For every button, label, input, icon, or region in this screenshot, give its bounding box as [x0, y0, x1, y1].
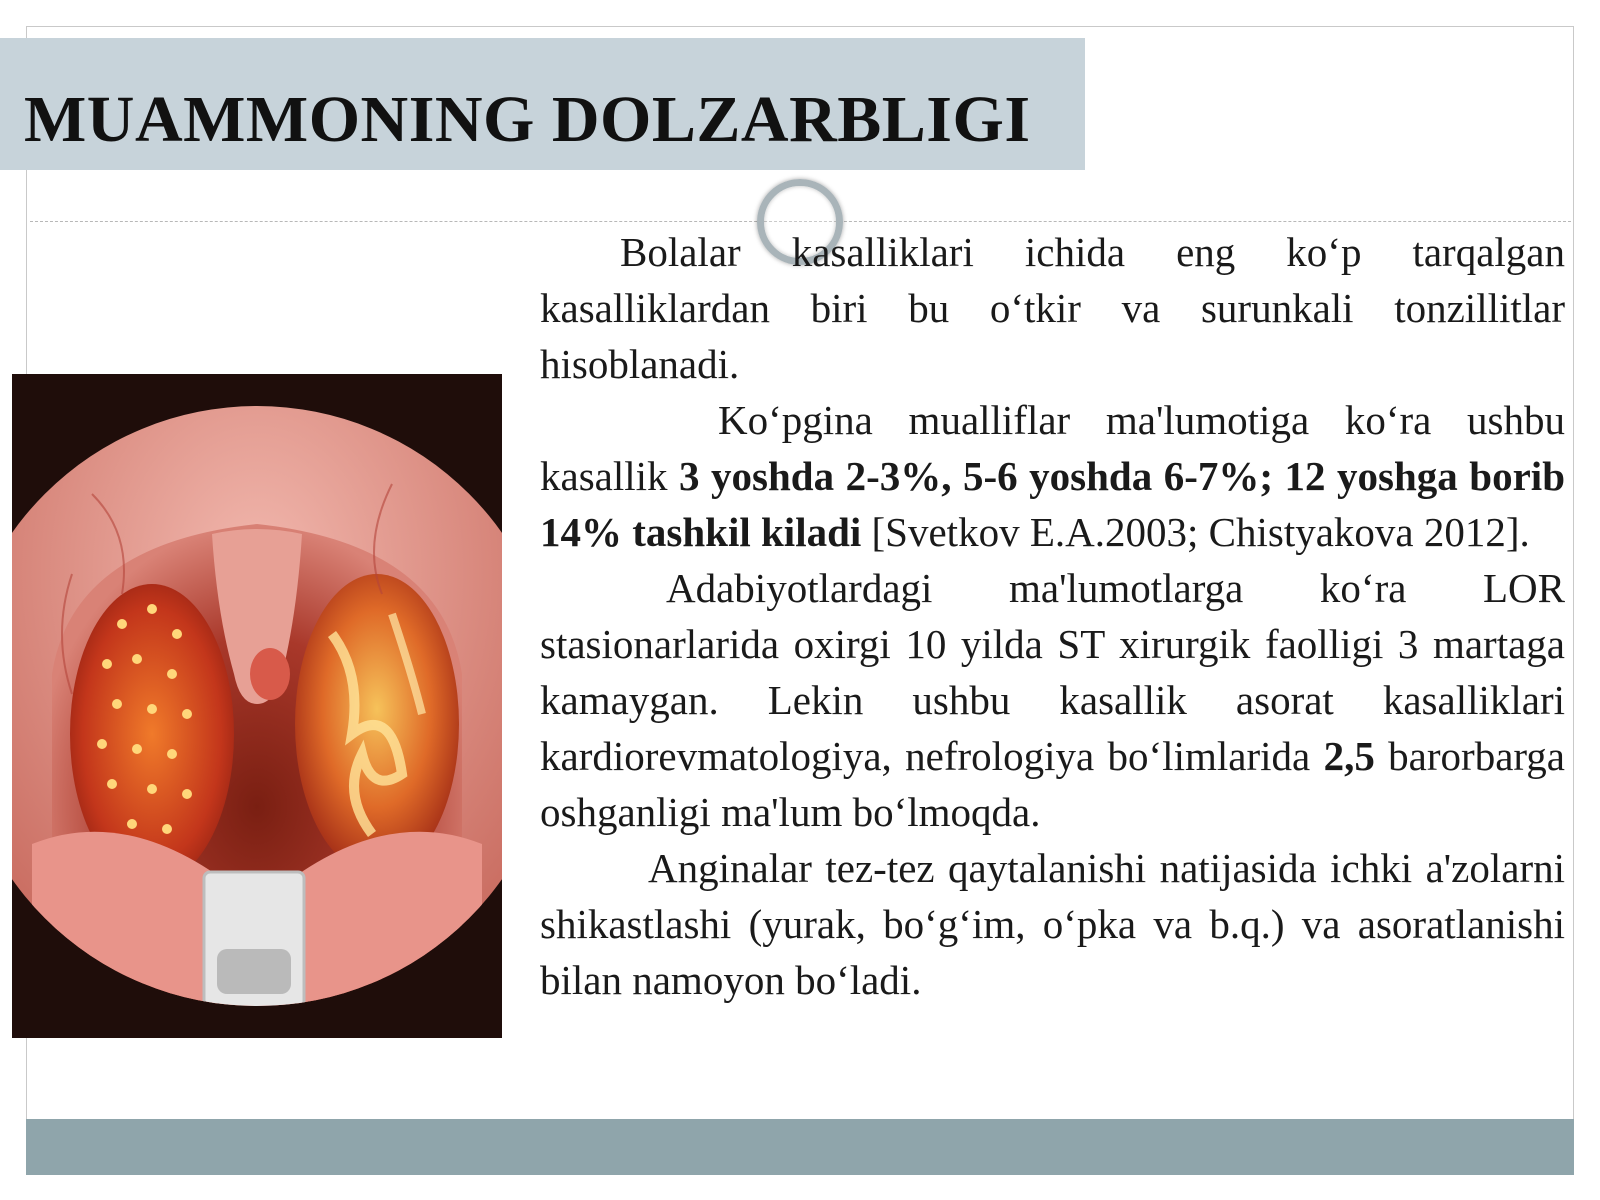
paragraph-2-statistics: 3 yoshda 2-3%, 5-6 yoshda 6-7%; 12 yoshga borib 14% tashkil kiladi	[540, 453, 1565, 555]
body-text	[540, 224, 1565, 1008]
paragraph-4: Anginalar tez-tez qaytalanishi natijasida ichki a'zolarni shikastlashi (yurak, bo‘g‘im, o‘pka va b.q.) va asoratlanishi bilan namoyon bo‘ladi.	[540, 845, 1565, 1003]
paragraph-3-number: 2,5	[1323, 733, 1375, 779]
paragraph-1: Bolalar kasalliklari ichida eng ko‘p tarqalgan kasalliklardan biri bu o‘tkir va surunkali tonzillitlar hisoblanadi.	[540, 229, 1565, 387]
paragraph-2-citation: [Svetkov E.A.2003; Chistyakova 2012].	[861, 509, 1530, 555]
footer-bar	[26, 1119, 1574, 1175]
tonsils-photo	[12, 374, 502, 1038]
paragraph-2-intro: Ko‘pgina mualliflar ma'lumotiga ko‘ra ushbu kasallik	[540, 397, 1565, 499]
slide-title: MUAMMONING DOLZARBLIGI	[24, 83, 1031, 156]
paragraph-3-before: Adabiyotlardagi ma'lumotlarga ko‘ra LOR stasionarlarida oxirgi 10 yilda ST xirurgik faolligi 3 martaga kamaygan. Lekin ushbu kasallik asorat kasalliklari kardiorevmatologiya, nefrologiya bo‘limlarida	[540, 565, 1565, 779]
paragraph-3-after: barorbarga oshganligi ma'lum bo‘lmoqda.	[540, 733, 1565, 835]
tonsils-photo-icon	[12, 374, 502, 1038]
paragraph-3	[540, 560, 1565, 840]
paragraph-2	[540, 392, 1565, 560]
